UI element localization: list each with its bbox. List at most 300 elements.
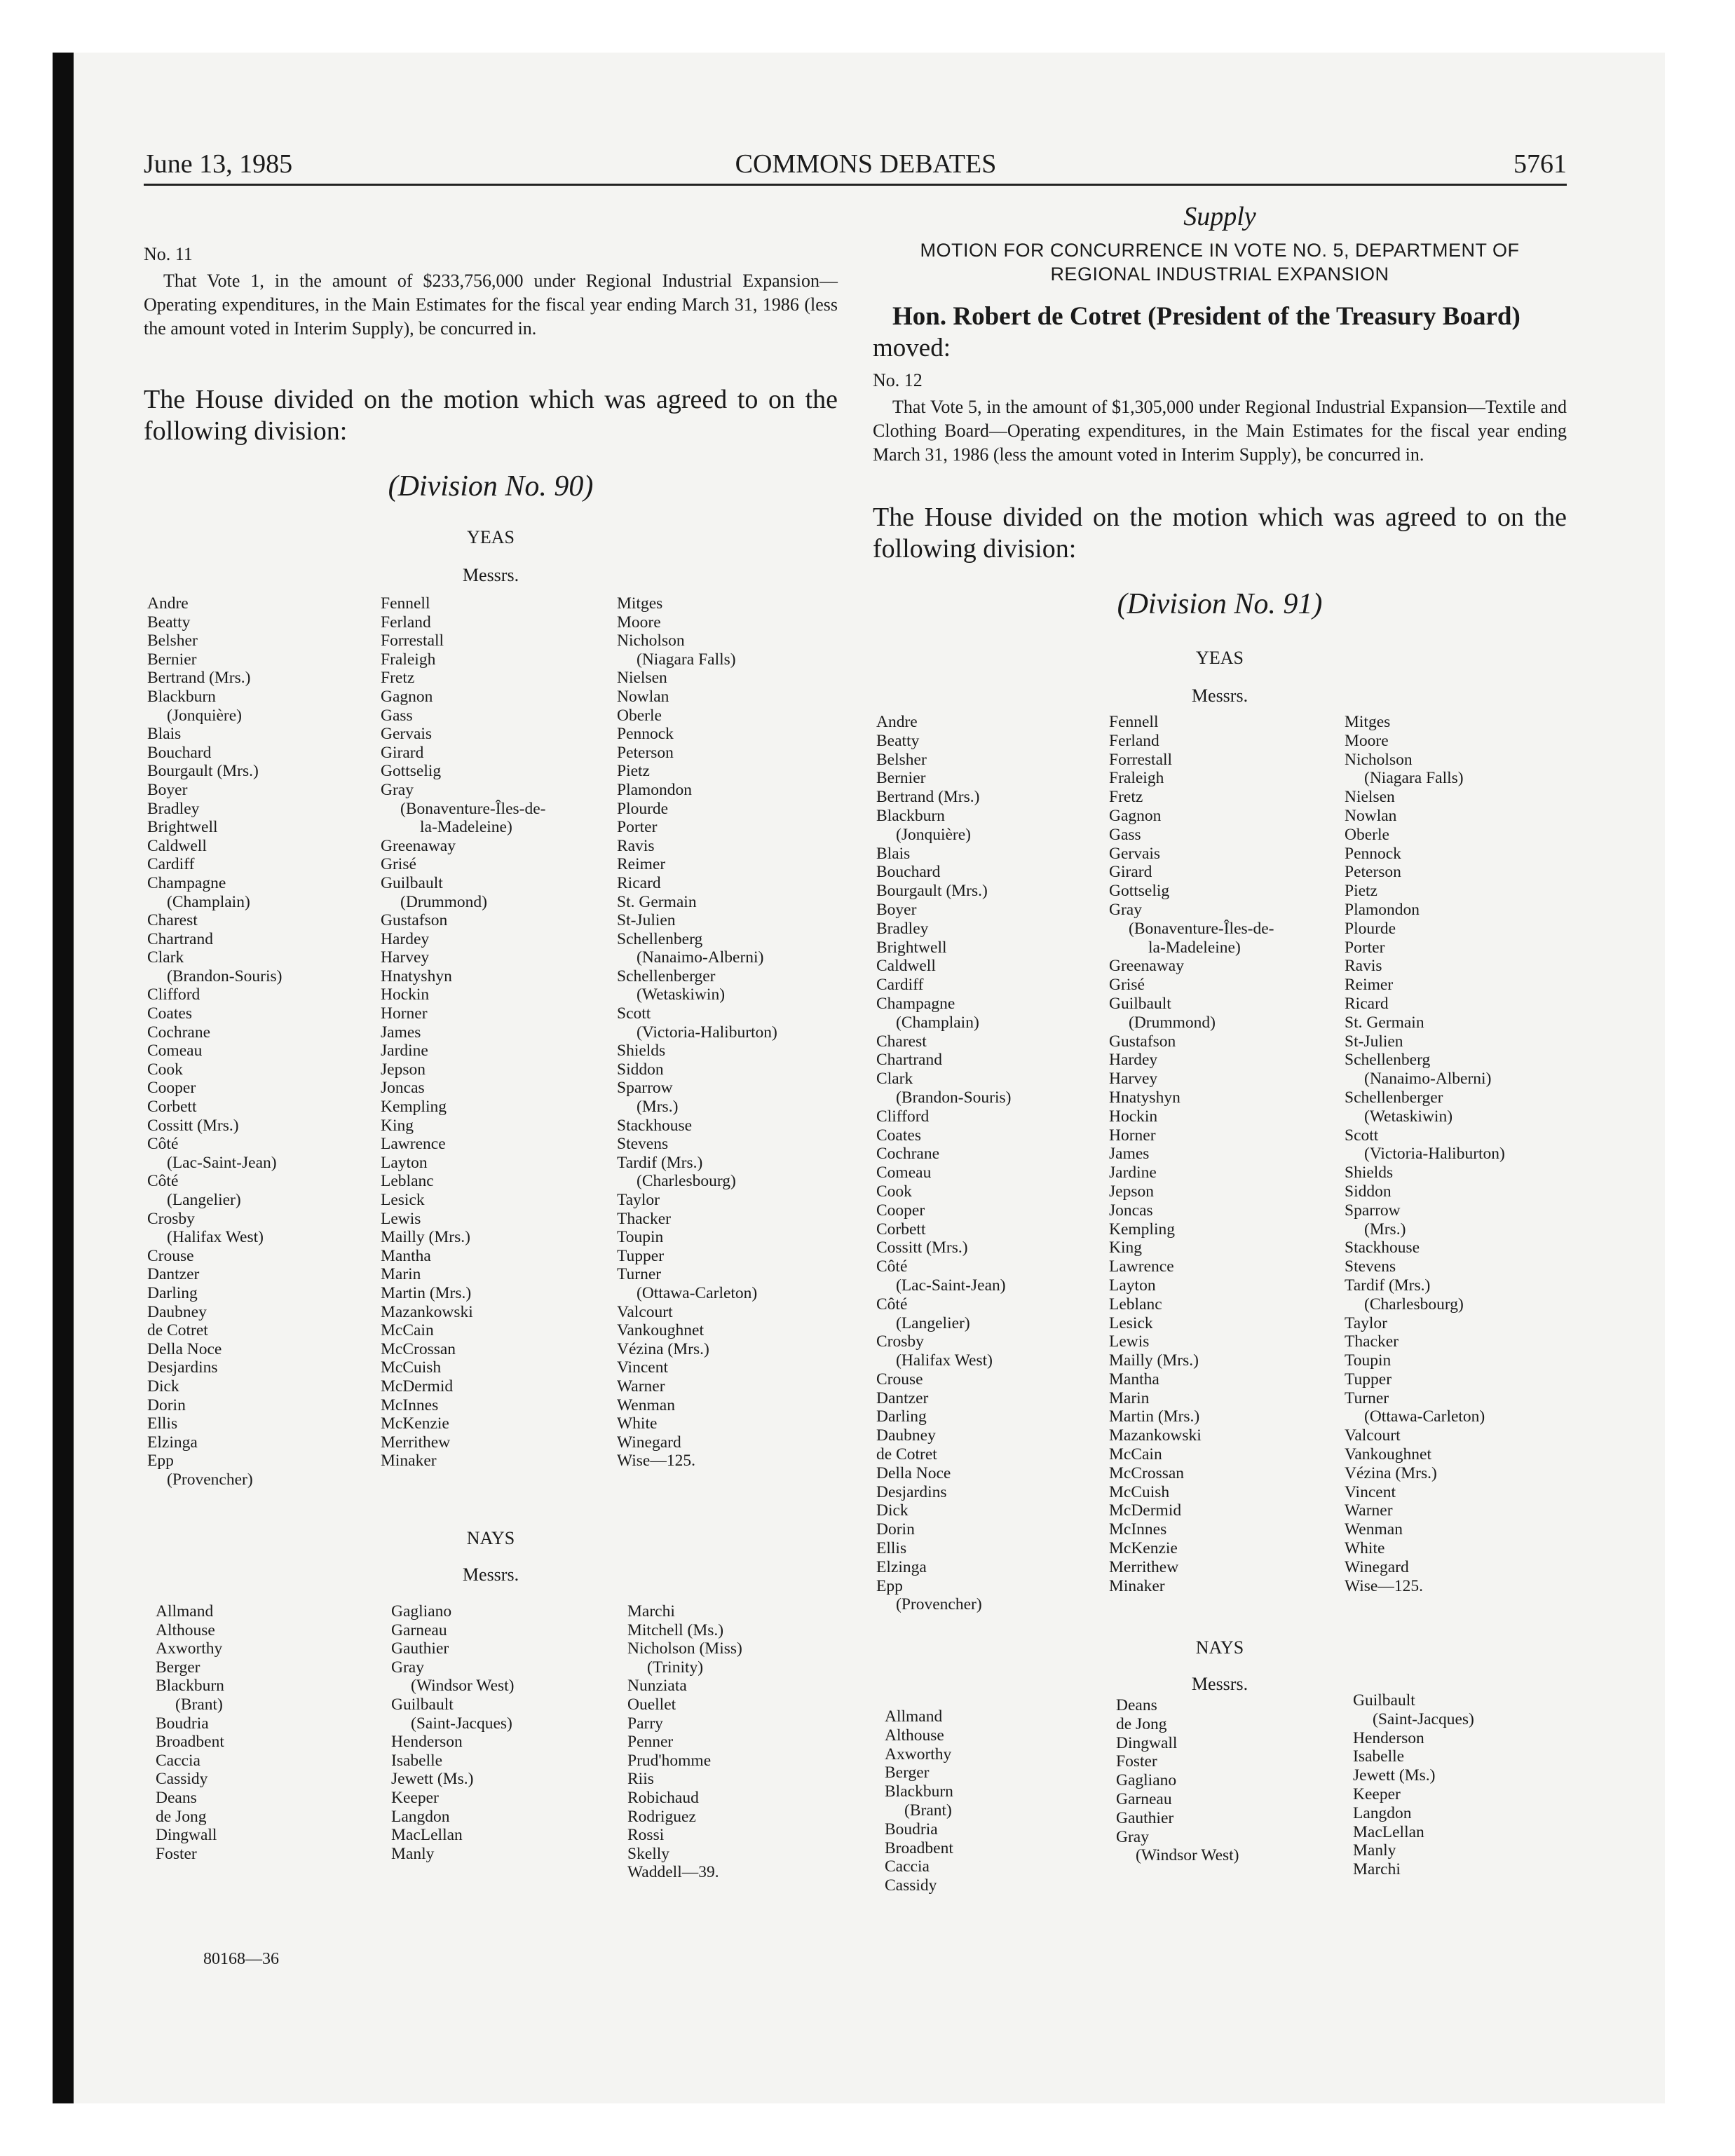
member-name: Scott — [617, 1004, 651, 1023]
member-name: Skelly — [627, 1844, 670, 1863]
member-name: Nielsen — [1345, 788, 1395, 807]
member-name: Joncas — [1109, 1201, 1153, 1220]
member-name: St. Germain — [617, 892, 697, 911]
member-name: Isabelle — [1353, 1747, 1405, 1766]
member-name: Kempling — [1109, 1220, 1175, 1239]
member-name: Cochrane — [876, 1145, 940, 1164]
member-name: Stackhouse — [1345, 1239, 1420, 1257]
member-name: Gagnon — [1109, 806, 1162, 825]
left-yeas-column-1 — [147, 594, 282, 1489]
member-name: Fraleigh — [381, 650, 436, 669]
member-name: (Bonaventure-Îles-de- — [1129, 919, 1274, 938]
member-name: Mitges — [1345, 713, 1391, 731]
member-name: Comeau — [147, 1042, 203, 1060]
member-name: Pietz — [1345, 882, 1377, 901]
member-name: White — [617, 1414, 658, 1433]
member-name: Daubney — [147, 1302, 207, 1321]
member-name: Keeper — [391, 1788, 439, 1807]
member-name: Mantha — [381, 1246, 431, 1265]
member-name: Cooper — [147, 1079, 196, 1098]
member-name: (Wetaskiwin) — [1364, 1107, 1453, 1126]
member-name: Côté — [876, 1257, 908, 1276]
member-name: Vincent — [617, 1358, 668, 1377]
member-name: McDermid — [1109, 1501, 1182, 1520]
member-name: Elzinga — [876, 1557, 927, 1576]
member-name: Ricard — [1345, 994, 1389, 1013]
member-name: Henderson — [391, 1733, 463, 1752]
member-name: Lawrence — [1109, 1257, 1174, 1276]
member-name: (Jonquière) — [896, 825, 972, 844]
left-motion-number: No. 11 — [144, 244, 193, 264]
member-name: Crouse — [147, 1246, 194, 1265]
member-name: Shields — [1345, 1164, 1394, 1182]
member-name: Althouse — [885, 1726, 944, 1745]
member-name: Crouse — [876, 1370, 923, 1389]
member-name: James — [1109, 1145, 1150, 1164]
member-name: McDermid — [381, 1377, 454, 1396]
member-name: Schellenberg — [617, 929, 703, 948]
member-name: Forrestall — [1109, 750, 1173, 769]
member-name: Greenaway — [1109, 957, 1184, 976]
member-name: Porter — [617, 818, 658, 837]
left-nays-column-3 — [627, 1602, 742, 1882]
member-name: Bertrand (Mrs.) — [876, 788, 980, 807]
member-name: Ravis — [617, 836, 655, 855]
member-name: Jewett (Ms.) — [391, 1770, 474, 1789]
member-name: Tupper — [617, 1246, 665, 1265]
member-name: (Victoria-Haliburton) — [1364, 1145, 1505, 1164]
member-name: Blais — [876, 844, 911, 863]
member-name: Fretz — [381, 669, 415, 688]
member-name: de Jong — [156, 1807, 207, 1826]
member-name: Lewis — [1109, 1332, 1150, 1351]
member-name: Taylor — [617, 1191, 660, 1209]
member-name: Hnatyshyn — [381, 967, 452, 985]
scan-edge-bar — [53, 53, 74, 2103]
member-name: Axworthy — [156, 1639, 223, 1658]
member-name: Langdon — [391, 1807, 450, 1826]
member-name: (Provencher) — [167, 1470, 253, 1489]
member-name: Stevens — [1345, 1257, 1396, 1276]
member-name: Gauthier — [1116, 1808, 1174, 1827]
member-name: Oberle — [1345, 825, 1389, 844]
member-name: Bradley — [147, 799, 200, 818]
member-name: Foster — [1116, 1752, 1157, 1771]
member-name: Vankoughnet — [617, 1321, 705, 1340]
member-name: Mailly (Mrs.) — [1109, 1351, 1199, 1370]
member-name: Gervais — [1109, 844, 1161, 863]
member-name: Vincent — [1345, 1482, 1396, 1501]
member-name: Girard — [381, 743, 424, 762]
member-name: Ravis — [1345, 957, 1382, 976]
member-name: McCain — [381, 1321, 434, 1340]
member-name: Gray — [381, 780, 414, 799]
member-name: Jepson — [1109, 1182, 1154, 1201]
left-division-intro: The House divided on the motion which was agreed to on the following division: — [144, 385, 838, 446]
member-name: Hockin — [381, 985, 430, 1004]
right-section-title: Supply — [1183, 202, 1256, 231]
member-name: (Charlesbourg) — [637, 1172, 736, 1191]
member-name: de Cotret — [147, 1321, 208, 1340]
member-name: Kempling — [381, 1098, 447, 1117]
member-name: Grisé — [1109, 976, 1145, 995]
member-name: Gray — [1109, 900, 1142, 919]
member-name: Axworthy — [885, 1745, 952, 1763]
member-name: Elzinga — [147, 1433, 198, 1452]
member-name: Martin (Mrs.) — [1109, 1407, 1200, 1426]
member-name: Reimer — [617, 855, 666, 874]
member-name: Sparrow — [617, 1079, 673, 1098]
member-name: Hockin — [1109, 1107, 1158, 1126]
member-name: Jewett (Ms.) — [1353, 1766, 1436, 1785]
header-date: June 13, 1985 — [144, 149, 293, 179]
member-name: Marchi — [627, 1602, 675, 1621]
member-name: Mitges — [617, 594, 663, 613]
member-name: Allmand — [156, 1602, 214, 1621]
member-name: Tupper — [1345, 1370, 1392, 1389]
member-name: Ouellet — [627, 1695, 676, 1714]
member-name: Darling — [876, 1407, 927, 1426]
member-name: Martin (Mrs.) — [381, 1283, 472, 1302]
member-name: (Brant) — [175, 1695, 223, 1714]
member-name: Champagne — [147, 873, 226, 892]
left-yeas-heading: YEAS — [467, 527, 515, 547]
member-name: Toupin — [1345, 1351, 1392, 1370]
right-nays-column-3 — [1353, 1691, 1474, 1879]
member-name: McKenzie — [381, 1414, 449, 1433]
member-name: Comeau — [876, 1164, 932, 1182]
member-name: Gauthier — [391, 1639, 449, 1658]
member-name: Wenman — [617, 1396, 675, 1414]
member-name: (Drummond) — [400, 892, 488, 911]
member-name: Rodriguez — [627, 1807, 696, 1826]
member-name: Cassidy — [156, 1770, 208, 1789]
member-name: Warner — [1345, 1501, 1393, 1520]
member-name: (Brant) — [904, 1801, 952, 1820]
member-name: Peterson — [617, 743, 674, 762]
member-name: de Jong — [1116, 1714, 1167, 1733]
right-motion-heading-line-2: REGIONAL INDUSTRIAL EXPANSION — [1050, 264, 1389, 285]
right-nays-messrs: Messrs. — [1191, 1674, 1248, 1694]
right-yeas-heading: YEAS — [1196, 648, 1244, 668]
member-name: Bourgault (Mrs.) — [876, 882, 988, 901]
member-name: Scott — [1345, 1126, 1379, 1145]
member-name: Cassidy — [885, 1876, 937, 1895]
member-name: Dorin — [147, 1396, 186, 1414]
member-name: (Drummond) — [1129, 1013, 1216, 1032]
member-name: (Ottawa-Carleton) — [1364, 1407, 1485, 1426]
member-name: Chartrand — [876, 1051, 942, 1070]
member-name: Broadbent — [885, 1838, 953, 1857]
member-name: Shields — [617, 1042, 666, 1060]
member-name: Hnatyshyn — [1109, 1088, 1181, 1107]
member-name: Guilbault — [1353, 1691, 1415, 1710]
member-name: McCrossan — [381, 1339, 456, 1358]
member-name: Langdon — [1353, 1803, 1412, 1822]
member-name: Ellis — [147, 1414, 178, 1433]
member-name: Plourde — [1345, 919, 1396, 938]
member-name: (Saint-Jacques) — [411, 1714, 512, 1733]
member-name: Althouse — [156, 1621, 215, 1639]
member-name: Thacker — [1345, 1332, 1399, 1351]
left-division-title: (Division No. 90) — [388, 470, 594, 503]
member-name: Gervais — [381, 725, 433, 744]
member-name: Bradley — [876, 919, 929, 938]
member-name: Valcourt — [1345, 1426, 1401, 1445]
right-mover: Hon. Robert de Cotret (President of the Treasury Board) — [892, 302, 1520, 331]
member-name: (Saint-Jacques) — [1373, 1710, 1474, 1728]
member-name: Merrithew — [381, 1433, 451, 1452]
member-name: Isabelle — [391, 1751, 443, 1770]
member-name: Côté — [147, 1135, 179, 1154]
member-name: Dantzer — [147, 1265, 200, 1284]
member-name: Tardif (Mrs.) — [1345, 1276, 1431, 1295]
member-name: (Windsor West) — [1136, 1846, 1239, 1865]
member-name: (Mrs.) — [1364, 1220, 1406, 1239]
member-name: Stevens — [617, 1135, 669, 1154]
footer-print-code: 80168—36 — [203, 1950, 279, 1968]
member-name: Bernier — [876, 769, 926, 788]
member-name: Vézina (Mrs.) — [1345, 1464, 1437, 1482]
left-nays-messrs: Messrs. — [462, 1564, 519, 1585]
member-name: Peterson — [1345, 863, 1401, 882]
member-name: Valcourt — [617, 1302, 673, 1321]
member-name: Horner — [1109, 1126, 1156, 1145]
member-name: Joncas — [381, 1079, 425, 1098]
member-name: Garneau — [391, 1621, 447, 1639]
member-name: Layton — [1109, 1276, 1156, 1295]
member-name: Chartrand — [147, 929, 213, 948]
member-name: Jardine — [1109, 1164, 1157, 1182]
member-name: Gustafson — [381, 911, 448, 930]
member-name: Fennell — [381, 594, 430, 613]
member-name: Vankoughnet — [1345, 1445, 1432, 1464]
member-name: Plamondon — [617, 780, 693, 799]
member-name: Marin — [1109, 1389, 1150, 1407]
member-name: (Langelier) — [896, 1314, 970, 1332]
right-nays-column-2 — [1116, 1696, 1239, 1865]
member-name: Wenman — [1345, 1520, 1403, 1539]
member-name: Jardine — [381, 1042, 428, 1060]
member-name: MacLellan — [1353, 1822, 1424, 1841]
header-rule — [144, 184, 1567, 186]
member-name: Bernier — [147, 650, 197, 669]
right-motion-heading-line-1: MOTION FOR CONCURRENCE IN VOTE NO. 5, DEPARTMENT OF — [920, 240, 1520, 261]
member-name: Garneau — [1116, 1789, 1172, 1808]
member-name: Pietz — [617, 762, 650, 781]
member-name: Darling — [147, 1283, 198, 1302]
member-name: (Brandon-Souris) — [896, 1088, 1012, 1107]
member-name: Taylor — [1345, 1314, 1387, 1332]
member-name: Cossitt (Mrs.) — [147, 1116, 239, 1135]
member-name: Cook — [147, 1060, 183, 1079]
left-nays-column-1 — [156, 1602, 224, 1863]
member-name: Charest — [147, 911, 198, 930]
member-name: McCrossan — [1109, 1464, 1185, 1482]
member-name: Beatty — [147, 613, 191, 632]
member-name: Cossitt (Mrs.) — [876, 1239, 968, 1257]
member-name: Della Noce — [876, 1464, 951, 1482]
member-name: Allmand — [885, 1707, 943, 1726]
member-name: Riis — [627, 1770, 654, 1789]
left-yeas-messrs: Messrs. — [462, 565, 519, 585]
right-moved: moved: — [873, 334, 951, 362]
member-name: Lesick — [381, 1191, 425, 1209]
member-name: Gray — [391, 1658, 424, 1677]
member-name: Ricard — [617, 873, 661, 892]
member-name: Keeper — [1353, 1785, 1401, 1803]
member-name: Reimer — [1345, 976, 1394, 995]
member-name: Stackhouse — [617, 1116, 693, 1135]
member-name: Lesick — [1109, 1314, 1153, 1332]
member-name: Cardiff — [147, 855, 195, 874]
member-name: Marin — [381, 1265, 421, 1284]
member-name: (Victoria-Haliburton) — [637, 1023, 777, 1042]
member-name: McCuish — [1109, 1482, 1170, 1501]
member-name: Nicholson — [1345, 750, 1413, 769]
member-name: Minaker — [1109, 1576, 1165, 1595]
member-name: Horner — [381, 1004, 428, 1023]
member-name: Champagne — [876, 994, 955, 1013]
member-name: Charest — [876, 1032, 927, 1051]
member-name: Andre — [147, 594, 189, 613]
right-yeas-column-1 — [876, 713, 1011, 1614]
member-name: (Wetaskiwin) — [637, 985, 726, 1004]
member-name: (Brandon-Souris) — [167, 967, 283, 985]
member-name: James — [381, 1023, 421, 1042]
member-name: Belsher — [876, 750, 927, 769]
right-yeas-messrs: Messrs. — [1191, 685, 1248, 706]
member-name: Desjardins — [876, 1482, 947, 1501]
member-name: Hardey — [381, 929, 430, 948]
member-name: Plamondon — [1345, 900, 1420, 919]
member-name: Greenaway — [381, 836, 456, 855]
left-yeas-column-2 — [381, 594, 545, 1471]
member-name: Henderson — [1353, 1728, 1424, 1747]
member-name: Dantzer — [876, 1389, 929, 1407]
member-name: Deans — [1116, 1696, 1157, 1714]
member-name: Marchi — [1353, 1860, 1401, 1879]
member-name: Bouchard — [876, 863, 941, 882]
member-name: Cooper — [876, 1201, 925, 1220]
left-nays-column-2 — [391, 1602, 515, 1863]
member-name: Mazankowski — [381, 1302, 473, 1321]
member-name: (Bonaventure-Îles-de- — [400, 799, 546, 818]
header-title: COMMONS DEBATES — [735, 149, 997, 179]
right-yeas-column-3 — [1345, 713, 1505, 1595]
member-name: Porter — [1345, 938, 1385, 957]
right-nays-column-1 — [885, 1707, 953, 1895]
member-name: Vézina (Mrs.) — [617, 1339, 709, 1358]
member-name: (Mrs.) — [637, 1098, 679, 1117]
member-name: Manly — [1353, 1841, 1396, 1860]
member-name: Deans — [156, 1788, 197, 1807]
member-name: Epp — [147, 1452, 174, 1471]
member-name: Coates — [876, 1126, 921, 1145]
member-name: Caccia — [885, 1857, 930, 1876]
left-motion-text: That Vote 1, in the amount of $233,756,000 under Regional Industrial Expansion—Operating expenditures, in the Main Estimates for the fiscal year ending March 31, 1986 (less the amount voted in Interim Supply), be concurred in. — [144, 271, 838, 339]
member-name: Clifford — [147, 985, 200, 1004]
member-name: Robichaud — [627, 1788, 699, 1807]
member-name: Blackburn — [147, 687, 216, 706]
member-name: Ellis — [876, 1539, 907, 1558]
member-name: Boudria — [885, 1820, 938, 1838]
member-name: Lewis — [381, 1209, 421, 1228]
member-name: (Niagara Falls) — [1364, 769, 1464, 788]
member-name: Cochrane — [147, 1023, 211, 1042]
member-name: Turner — [1345, 1389, 1389, 1407]
member-name: Dingwall — [156, 1826, 217, 1845]
member-name: Gray — [1116, 1827, 1149, 1846]
right-motion-number: No. 12 — [873, 370, 923, 390]
member-name: Gagliano — [1116, 1771, 1177, 1790]
member-name: Wise—125. — [1345, 1576, 1423, 1595]
member-name: (Halifax West) — [896, 1351, 993, 1370]
member-name: Plourde — [617, 799, 669, 818]
member-name: Prud'homme — [627, 1751, 712, 1770]
member-name: McCain — [1109, 1445, 1162, 1464]
right-division-intro: The House divided on the motion which was agreed to on the following division: — [873, 503, 1567, 564]
member-name: Mitchell (Ms.) — [627, 1621, 724, 1639]
member-name: (Trinity) — [647, 1658, 704, 1677]
member-name: Belsher — [147, 632, 198, 650]
member-name: Blais — [147, 725, 182, 744]
member-name: Cardiff — [876, 976, 924, 995]
member-name: Blackburn — [876, 806, 945, 825]
member-name: Epp — [876, 1576, 903, 1595]
member-name: (Niagara Falls) — [637, 650, 736, 669]
member-name: Fennell — [1109, 713, 1159, 731]
header-page-number: 5761 — [1513, 149, 1567, 179]
member-name: Hardey — [1109, 1051, 1158, 1070]
member-name: Schellenberger — [1345, 1088, 1443, 1107]
member-name: Clark — [147, 948, 184, 967]
member-name: Blackburn — [156, 1677, 224, 1696]
member-name: (Champlain) — [167, 892, 250, 911]
member-name: Broadbent — [156, 1733, 224, 1752]
member-name: Dick — [147, 1377, 179, 1396]
member-name: Foster — [156, 1844, 197, 1863]
member-name: Gagliano — [391, 1602, 452, 1621]
member-name: Leblanc — [381, 1172, 434, 1191]
member-name: Mailly (Mrs.) — [381, 1228, 470, 1247]
member-name: Wise—125. — [617, 1452, 695, 1471]
member-name: Desjardins — [147, 1358, 218, 1377]
member-name: Gustafson — [1109, 1032, 1176, 1051]
member-name: Côté — [876, 1295, 908, 1314]
member-name: Brightwell — [876, 938, 947, 957]
member-name: la-Madeleine) — [1148, 938, 1241, 957]
member-name: King — [1109, 1239, 1142, 1257]
member-name: Clark — [876, 1070, 913, 1089]
member-name: Turner — [617, 1265, 662, 1284]
member-name: (Champlain) — [896, 1013, 979, 1032]
member-name: Parry — [627, 1714, 663, 1733]
member-name: Crosby — [876, 1332, 924, 1351]
member-name: Brightwell — [147, 818, 218, 837]
right-division-title: (Division No. 91) — [1117, 588, 1323, 620]
member-name: Côté — [147, 1172, 179, 1191]
member-name: Guilbault — [381, 873, 443, 892]
member-name: Caldwell — [147, 836, 207, 855]
member-name: Berger — [156, 1658, 200, 1677]
member-name: Guilbault — [1109, 994, 1171, 1013]
member-name: Siddon — [617, 1060, 664, 1079]
member-name: Toupin — [617, 1228, 664, 1247]
member-name: Jepson — [381, 1060, 426, 1079]
member-name: Cook — [876, 1182, 912, 1201]
member-name: Winegard — [1345, 1557, 1409, 1576]
